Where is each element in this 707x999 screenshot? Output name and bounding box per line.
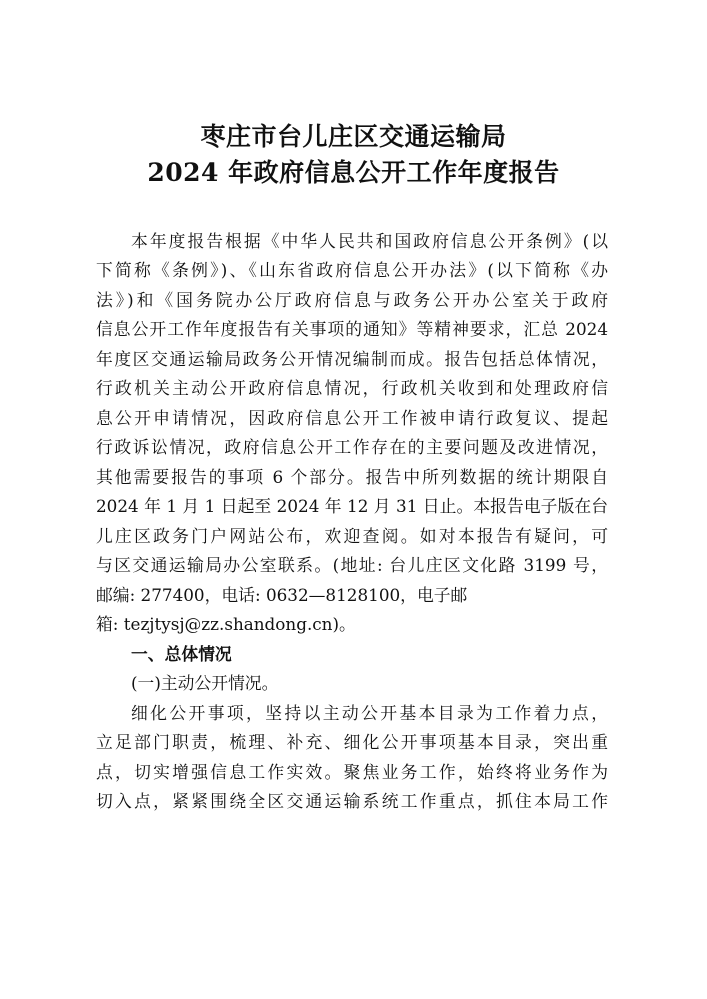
intro-line: 息公开申请情况，因政府信息公开工作被申请行政复议、提起 <box>96 408 608 428</box>
body-line: 切入点，紧紧围绕全区交通运输系统工作重点，抓住本局工作 <box>96 791 608 811</box>
document-title-line-1: 枣庄市台儿庄区交通运输局 <box>200 122 507 151</box>
intro-line: 儿庄区政务门户网站公布，欢迎查阅。如对本报告有疑问，可 <box>96 526 608 546</box>
body-line: 立足部门职责，梳理、补充、细化公开事项基本目录，突出重 <box>96 732 608 752</box>
intro-line: 行政机关主动公开政府信息情况，行政机关收到和处理政府信 <box>96 378 608 398</box>
body-line: 细化公开事项，坚持以主动公开基本目录为工作着力点， <box>131 703 608 723</box>
subsection-heading: (一)主动公开情况。 <box>131 673 279 693</box>
intro-line: 2024 年 1 月 1 日起至 2024 年 12 月 31 日止。本报告电子版在台 <box>96 496 608 516</box>
intro-line: 箱: tezjtysj@zz.shandong.cn)。 <box>96 614 356 634</box>
body-line: 点，切实增强信息工作实效。聚焦业务工作，始终将业务作为 <box>96 762 608 782</box>
intro-line: 邮编: 277400，电话: 0632—8128100，电子邮 <box>96 585 468 605</box>
document-title-line-2: 2024 年政府信息公开工作年度报告 <box>147 158 560 187</box>
intro-line: 本年度报告根据《中华人民共和国政府信息公开条例》(以 <box>131 231 608 251</box>
intro-line: 行政诉讼情况，政府信息公开工作存在的主要问题及改进情况， <box>96 437 608 457</box>
intro-line: 与区交通运输局办公室联系。(地址: 台儿庄区文化路 3199 号， <box>96 555 608 575</box>
section-heading: 一、总体情况 <box>131 644 232 664</box>
intro-line: 其他需要报告的事项 6 个部分。报告中所列数据的统计期限自 <box>96 467 608 487</box>
intro-line: 年度区交通运输局政务公开情况编制而成。报告包括总体情况， <box>96 349 608 369</box>
intro-line: 下简称《条例》)、《山东省政府信息公开办法》(以下简称《办 <box>96 260 608 280</box>
intro-line: 信息公开工作年度报告有关事项的通知》等精神要求，汇总 2024 <box>96 319 608 339</box>
intro-line: 法》)和《国务院办公厅政府信息与政务公开办公室关于政府 <box>96 290 608 310</box>
